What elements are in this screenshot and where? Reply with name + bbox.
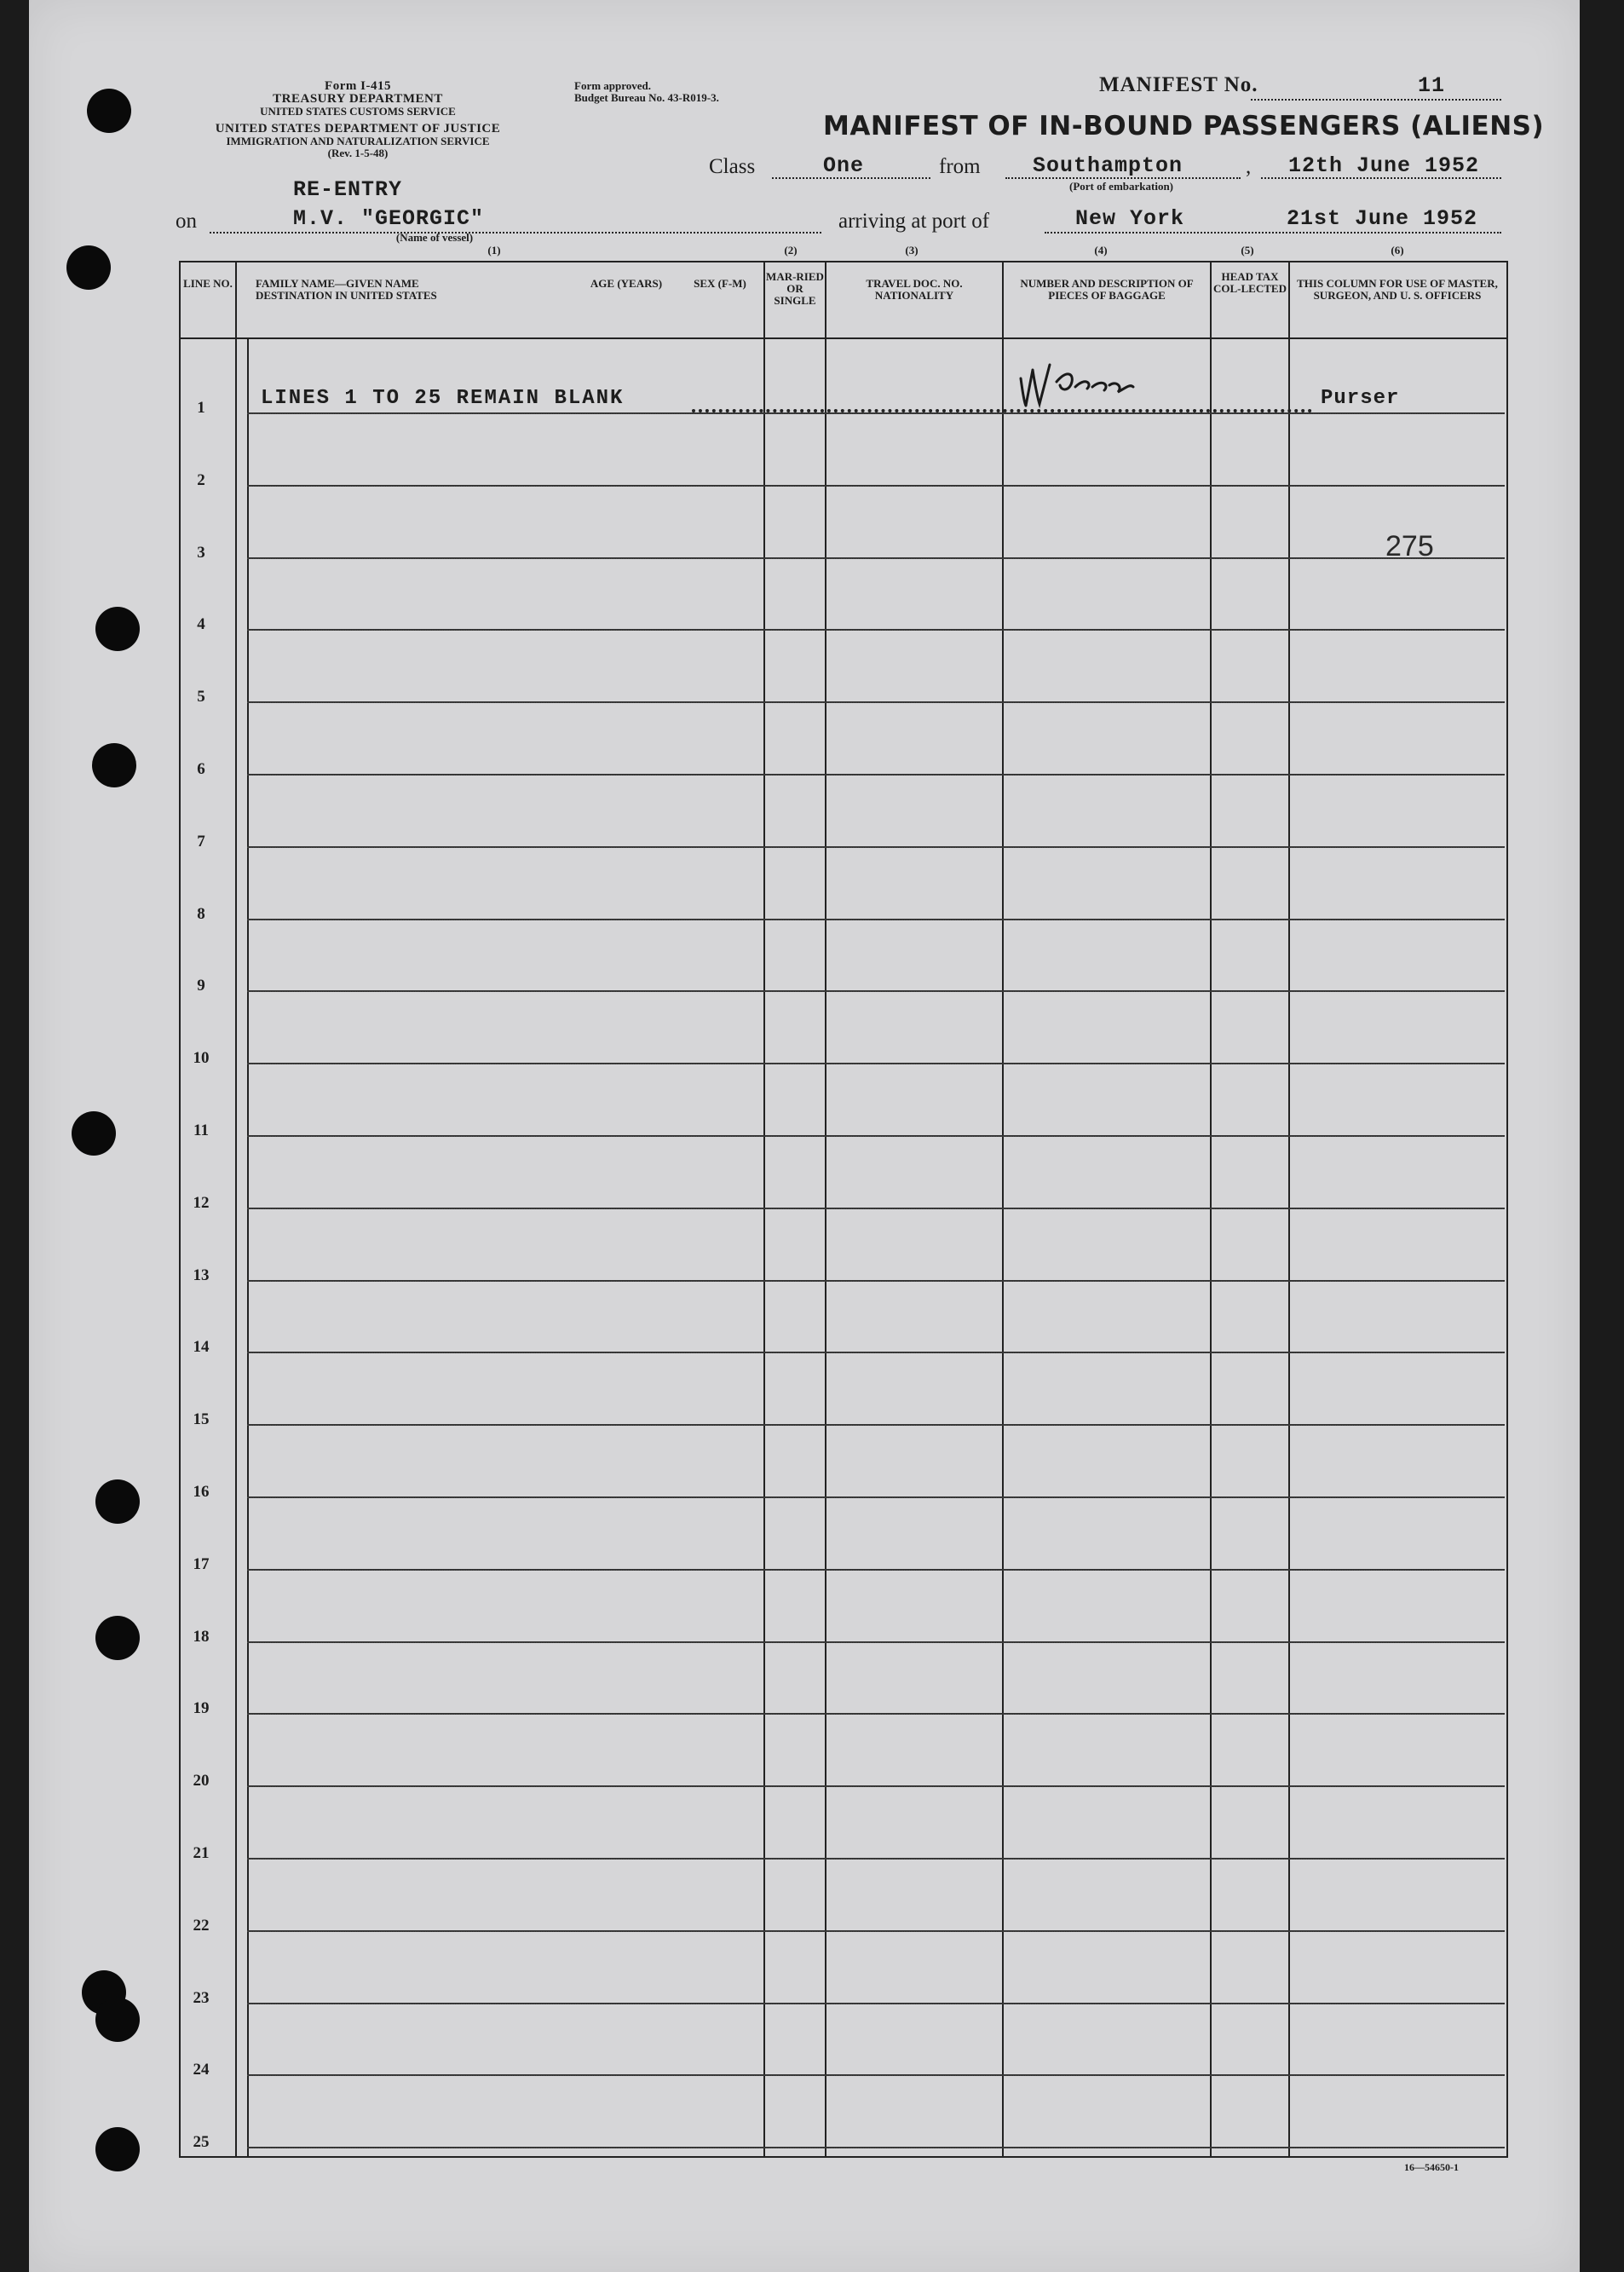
row-number: 8 [197, 904, 205, 923]
binder-hole [95, 1479, 140, 1524]
binder-hole [92, 743, 136, 787]
row-number: 7 [197, 832, 205, 851]
row-number: 14 [193, 1338, 210, 1357]
col-num-5: (5) [1241, 244, 1254, 257]
table-row [247, 485, 1505, 487]
arrival-line [1045, 232, 1501, 234]
table-row [247, 1280, 1505, 1282]
row-number: 5 [197, 688, 205, 706]
header-age: AGE (YEARS) [590, 277, 663, 290]
header-baggage: NUMBER AND DESCRIPTION OF PIECES OF BAGGAGE [1020, 277, 1194, 302]
budget-bureau: Budget Bureau No. 43-R019-3. [574, 91, 719, 104]
table-row [247, 919, 1505, 920]
table-row [247, 1858, 1505, 1860]
table-row [247, 1208, 1505, 1209]
binder-hole [72, 1111, 116, 1156]
table-row [247, 1713, 1505, 1715]
table-row [247, 1063, 1505, 1064]
comma-separator: , [1246, 155, 1252, 178]
binder-hole [66, 245, 111, 290]
row-number: 16 [193, 1483, 210, 1501]
ins-service: IMMIGRATION AND NATURALIZATION SERVICE [226, 135, 490, 147]
from-label: from [939, 155, 981, 178]
binder-hole [95, 607, 140, 651]
col-num-6: (6) [1391, 244, 1404, 257]
justice-dept: UNITED STATES DEPARTMENT OF JUSTICE [215, 122, 501, 136]
row1-leader [692, 409, 1312, 412]
customs-service: UNITED STATES CUSTOMS SERVICE [260, 105, 456, 118]
header-line-no: LINE NO. [183, 277, 233, 290]
row-number: 24 [193, 2061, 210, 2079]
class-label: Class [709, 155, 756, 178]
manifest-number-label: MANIFEST No. [1099, 73, 1258, 96]
vessel-line [210, 232, 821, 234]
manifest-number-value: 11 [1418, 73, 1446, 98]
approval-block [574, 80, 830, 104]
reentry-note: RE-ENTRY [293, 177, 403, 202]
table-row [247, 2074, 1505, 2076]
table-row [247, 774, 1505, 776]
row-number: 20 [193, 1772, 210, 1790]
table-row [247, 1424, 1505, 1426]
col-divider [235, 261, 237, 2156]
row-number: 1 [197, 399, 205, 417]
row-number: 22 [193, 1916, 210, 1935]
on-label: on [176, 210, 197, 233]
arrival-date-value: 21st June 1952 [1287, 206, 1478, 231]
header-married: MAR-RIED OR SINGLE [766, 270, 824, 307]
row1-entry: LINES 1 TO 25 REMAIN BLANK [261, 387, 625, 410]
row-number: 23 [193, 1988, 210, 2007]
row1-signoff: Purser [1321, 387, 1400, 410]
header-sex: SEX (F-M) [694, 277, 746, 290]
departure-date-value: 12th June 1952 [1288, 153, 1480, 178]
form-revision: (Rev. 1-5-48) [327, 147, 389, 159]
row-number: 3 [197, 543, 205, 562]
header-name: FAMILY NAME—GIVEN NAME DESTINATION IN UNITED STATES [256, 277, 437, 302]
port-embarkation-caption: (Port of embarkation) [1068, 180, 1174, 193]
binder-hole [95, 2127, 140, 2171]
table-row [247, 1496, 1505, 1498]
manifest-title: MANIFEST OF IN-BOUND PASSENGERS (ALIENS) [823, 111, 1545, 141]
stamp-number: 275 [1385, 530, 1434, 562]
vessel-caption: (Name of vessel) [395, 231, 474, 244]
treasury-dept: TREASURY DEPARTMENT [273, 92, 443, 106]
manifest-number-line [1251, 99, 1501, 101]
vessel-value: M.V. "GEORGIC" [293, 206, 485, 231]
table-row [247, 701, 1505, 703]
header-travel-doc: TRAVEL DOC. NO. NATIONALITY [866, 277, 963, 302]
table-row [247, 1930, 1505, 1932]
header-divider [179, 337, 1506, 339]
table-row [247, 990, 1505, 992]
row-number: 4 [197, 615, 205, 634]
table-row [247, 412, 1505, 414]
table-row [247, 1569, 1505, 1571]
row-number: 11 [193, 1122, 209, 1139]
row-number: 9 [197, 977, 205, 995]
manifest-table [179, 261, 1508, 2158]
form-approved: Form approved. [574, 79, 652, 92]
col-num-2: (2) [784, 244, 798, 257]
table-row [247, 1785, 1505, 1787]
binder-hole [95, 1616, 140, 1660]
row-number: 13 [193, 1266, 210, 1284]
col-num-1: (1) [487, 244, 501, 257]
row-number: 19 [193, 1699, 210, 1718]
arriving-label: arriving at port of [838, 210, 990, 233]
table-row [247, 557, 1505, 559]
table-row [247, 2003, 1505, 2004]
row-number: 25 [193, 2133, 210, 2152]
row-number: 17 [193, 1554, 210, 1573]
table-row [247, 1641, 1505, 1643]
signature [1014, 344, 1184, 412]
row-number: 18 [193, 1627, 210, 1646]
table-row [247, 1352, 1505, 1353]
class-value: One [823, 153, 865, 178]
col-num-4: (4) [1094, 244, 1108, 257]
arrival-port-value: New York [1075, 206, 1185, 231]
binder-hole [95, 1998, 140, 2042]
row-number: 15 [193, 1410, 210, 1429]
table-row [247, 2147, 1505, 2148]
row-number: 2 [197, 470, 205, 489]
binder-hole [87, 89, 131, 133]
form-number: Form I-415 [325, 79, 391, 93]
table-row [247, 629, 1505, 631]
table-row [247, 1135, 1505, 1137]
port-embarkation-value: Southampton [1033, 153, 1183, 178]
col-divider [247, 337, 249, 2156]
header-officers: THIS COLUMN FOR USE OF MASTER, SURGEON, AND U. S. OFFICERS [1297, 277, 1498, 302]
header-head-tax: HEAD TAX COL-LECTED [1213, 270, 1287, 295]
table-row [247, 846, 1505, 848]
row-number: 6 [197, 760, 205, 778]
agency-block [170, 80, 545, 159]
row-number: 10 [193, 1049, 210, 1068]
row-number: 12 [193, 1193, 210, 1212]
col-num-3: (3) [905, 244, 919, 257]
row-number: 21 [193, 1844, 210, 1862]
print-code: 16—54650-1 [1404, 2161, 1459, 2173]
